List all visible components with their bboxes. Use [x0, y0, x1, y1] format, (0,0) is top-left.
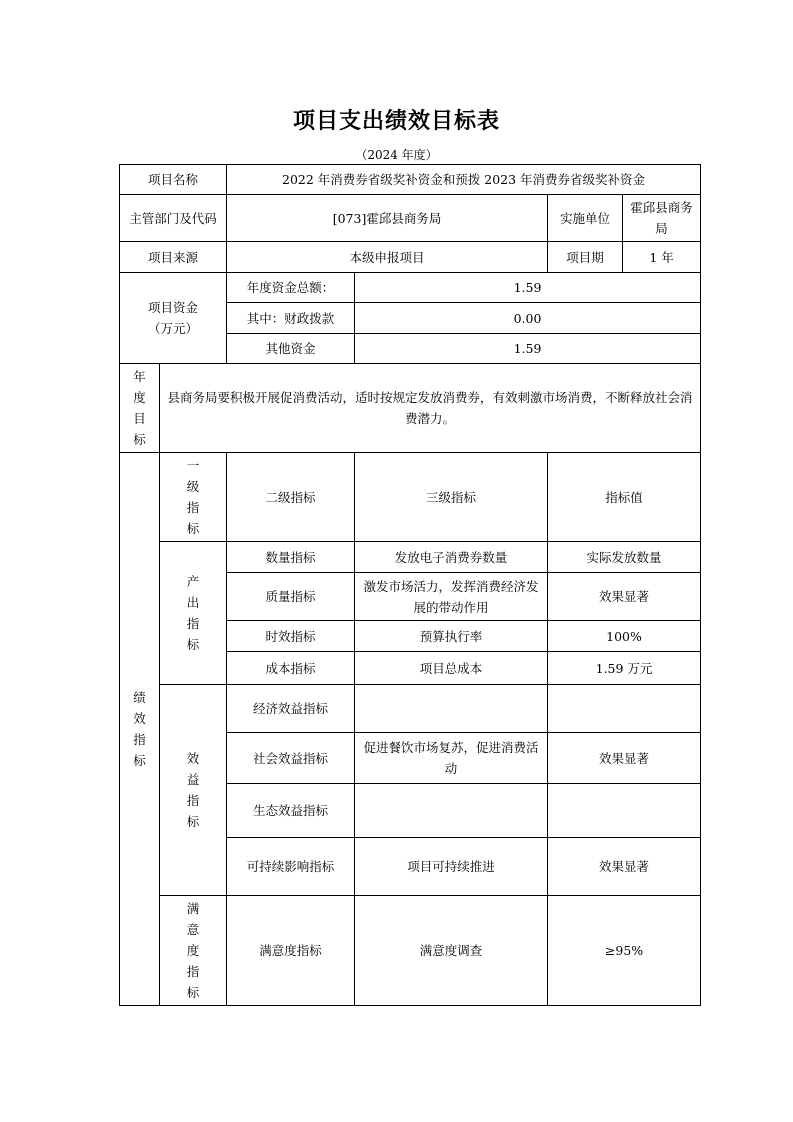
- project-name-value: 2022 年消费券省级奖补资金和预拨 2023 年消费券省级奖补资金: [227, 165, 701, 195]
- value-cell: 100%: [548, 621, 701, 652]
- value-cell: ≥95%: [548, 896, 701, 1006]
- indicator-header-row: [120, 453, 701, 542]
- satisfaction-row: [120, 896, 701, 1006]
- department-row: [120, 195, 701, 242]
- benefit-label-char: 益: [186, 772, 200, 787]
- source-row: [120, 242, 701, 273]
- satisfaction-label-char: 度: [186, 943, 200, 958]
- benefit-row-economic: [120, 685, 701, 733]
- output-label-char: 标: [186, 637, 200, 652]
- level2-cell: 经济效益指标: [227, 685, 355, 733]
- level3-cell: [355, 685, 548, 733]
- funds-label: [120, 273, 227, 364]
- implementing-unit-value: 霍邱县商务局: [623, 195, 701, 242]
- project-name-label: 项目名称: [120, 165, 227, 195]
- funds-fiscal-label: 其中：财政拨款: [227, 303, 355, 334]
- project-name-row: [120, 165, 701, 195]
- funds-total-value: 1.59: [355, 273, 701, 303]
- level1-header-char: 一: [186, 458, 200, 473]
- funds-label-line2: （万元）: [148, 321, 199, 336]
- funds-fiscal-value: 0.00: [355, 303, 701, 334]
- level1-header-char: 标: [186, 521, 200, 536]
- output-label-char: 产: [186, 574, 200, 589]
- department-value: [073]霍邱县商务局: [227, 195, 548, 242]
- satisfaction-label-char: 标: [186, 985, 200, 1000]
- benefit-indicator-label: [160, 685, 227, 896]
- benefit-label-char: 指: [186, 793, 200, 808]
- department-label: 主管部门及代码: [120, 195, 227, 242]
- page-title: 项目支出绩效目标表: [292, 109, 500, 134]
- level2-cell: 质量指标: [227, 573, 355, 621]
- level3-cell: 激发市场活力，发挥消费经济发展的带动作用: [355, 573, 548, 621]
- level3-header: 三级指标: [355, 453, 548, 542]
- source-value: 本级申报项目: [227, 242, 548, 273]
- level1-header-char: 级: [186, 479, 200, 494]
- level3-cell: [355, 784, 548, 838]
- satisfaction-label-char: 满: [186, 901, 200, 916]
- level2-cell: 可持续影响指标: [227, 838, 355, 896]
- level2-cell: 社会效益指标: [227, 733, 355, 784]
- indicator-group-label-char: 效: [133, 711, 146, 726]
- value-cell: [548, 784, 701, 838]
- value-cell: 1.59 万元: [548, 652, 701, 685]
- output-label-char: 出: [186, 595, 200, 610]
- level1-header-char: 指: [186, 500, 200, 515]
- benefit-label-char: 效: [186, 751, 200, 766]
- period-label: 项目期: [548, 242, 623, 273]
- output-row-quantity: [120, 542, 701, 573]
- value-cell: 实际发放数量: [548, 542, 701, 573]
- annual-goal-label-char: 年: [133, 369, 146, 384]
- output-label-char: 指: [186, 616, 200, 631]
- level2-cell: 满意度指标: [227, 896, 355, 1006]
- source-label: 项目来源: [120, 242, 227, 273]
- level2-cell: 数量指标: [227, 542, 355, 573]
- level2-header: 二级指标: [227, 453, 355, 542]
- level2-cell: 成本指标: [227, 652, 355, 685]
- satisfaction-label-char: 意: [186, 922, 200, 937]
- annual-goal-row: [120, 364, 701, 453]
- funds-other-label: 其他资金: [227, 334, 355, 364]
- indicator-group-label-char: 绩: [133, 690, 146, 705]
- annual-goal-label-char: 标: [133, 432, 146, 447]
- performance-goal-table: [119, 164, 701, 1006]
- value-cell: 效果显著: [548, 573, 701, 621]
- indicator-group-label: [120, 453, 160, 1006]
- value-cell: 效果显著: [548, 838, 701, 896]
- level2-cell: 生态效益指标: [227, 784, 355, 838]
- indicator-group-label-char: 标: [133, 753, 146, 768]
- year-label: （2024 年度）: [355, 148, 438, 162]
- implementing-unit-label: 实施单位: [548, 195, 623, 242]
- level3-cell: 项目可持续推进: [355, 838, 548, 896]
- funds-other-value: 1.59: [355, 334, 701, 364]
- value-cell: [548, 685, 701, 733]
- output-indicator-label: [160, 542, 227, 685]
- annual-goal-label-char: 目: [133, 411, 146, 426]
- level3-cell: 发放电子消费券数量: [355, 542, 548, 573]
- level3-cell: 促进餐饮市场复苏，促进消费活动: [355, 733, 548, 784]
- indicator-group-label-char: 指: [133, 732, 146, 747]
- level2-cell: 时效指标: [227, 621, 355, 652]
- funds-total-row: [120, 273, 701, 303]
- value-header: 指标值: [548, 453, 701, 542]
- satisfaction-indicator-label: [160, 896, 227, 1006]
- level3-cell: 项目总成本: [355, 652, 548, 685]
- annual-goal-label-char: 度: [133, 390, 146, 405]
- annual-goal-label: [120, 364, 160, 453]
- funds-total-label: 年度资金总额：: [227, 273, 355, 303]
- period-value: 1 年: [623, 242, 701, 273]
- satisfaction-label-char: 指: [186, 964, 200, 979]
- benefit-label-char: 标: [186, 814, 200, 829]
- level3-cell: 预算执行率: [355, 621, 548, 652]
- level1-header: [160, 453, 227, 542]
- funds-label-line1: 项目资金: [148, 300, 199, 315]
- value-cell: 效果显著: [548, 733, 701, 784]
- level3-cell: 满意度调查: [355, 896, 548, 1006]
- annual-goal-text: 县商务局要积极开展促消费活动，适时按规定发放消费券，有效刺激市场消费，不断释放社会消费潜力。: [160, 364, 701, 453]
